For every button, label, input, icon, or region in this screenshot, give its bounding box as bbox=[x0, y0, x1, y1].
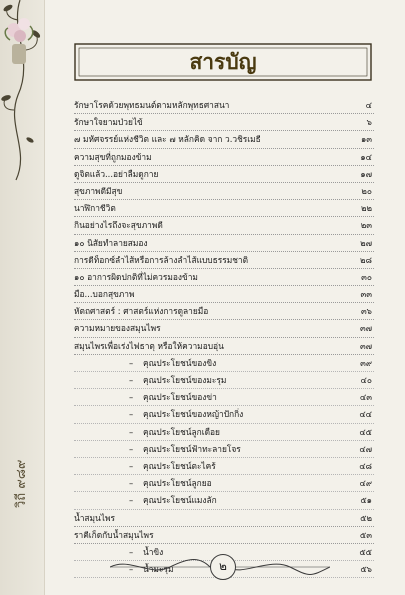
toc-entry-page: ๓๗ bbox=[359, 323, 372, 334]
toc-entry-page: ๕๓ bbox=[359, 529, 372, 540]
toc-entry-title: คุณประโยชน์ลูกเดือย bbox=[143, 426, 220, 437]
toc-entry-title: คุณประโยชน์ฟ้าทะลายโจร bbox=[143, 443, 241, 454]
toc-entry[interactable] bbox=[74, 475, 374, 492]
toc-entry-title: การดีท็อกซ์ลำไส้หรือการล้างลำไส้แบบธรรมชาติ bbox=[74, 254, 249, 265]
toc-entry[interactable] bbox=[74, 406, 374, 423]
toc-entry-page: ๒๐ bbox=[361, 185, 372, 196]
toc-entry[interactable] bbox=[74, 149, 374, 166]
toc-entry[interactable] bbox=[74, 286, 374, 303]
toc-entry[interactable] bbox=[74, 424, 374, 441]
bullet-dash-icon: – bbox=[129, 460, 134, 471]
toc-entry-page: ๔๔ bbox=[359, 409, 372, 420]
toc-entry-title: คุณประโยชน์ลูกยอ bbox=[143, 478, 212, 489]
toc-entry-page: ๔๓ bbox=[359, 392, 372, 403]
toc-entry-title: มือ...บอกสุขภาพ bbox=[74, 289, 135, 300]
toc-entry-title: ความสุขที่ถูกมองข้าม bbox=[74, 151, 152, 162]
toc-entry[interactable] bbox=[74, 269, 374, 286]
toc-entry[interactable] bbox=[74, 355, 374, 372]
side-book-title: วิถี ๙๘๙ bbox=[14, 459, 29, 508]
toc-entry-title: คุณประโยชน์ของข่า bbox=[143, 392, 217, 403]
toc-entry-title: รักษาใจยามป่วยไข้ bbox=[74, 117, 143, 128]
toc-entry-page: ๔๗ bbox=[359, 443, 372, 454]
toc-entry-page: ๕๕ bbox=[359, 546, 372, 557]
toc-entry[interactable] bbox=[74, 441, 374, 458]
toc-entry[interactable] bbox=[74, 527, 374, 544]
toc-entry-title: คุณประโยชน์ตะไคร้ bbox=[143, 460, 216, 471]
toc-entry-title: น้ำมะรุม bbox=[143, 564, 174, 575]
toc-entry-page: ๒๗ bbox=[360, 237, 372, 248]
toc-entry-title: กินอย่างไรถึงจะสุขภาพดี bbox=[74, 220, 163, 231]
toc-entry-title: ๗ มหัศจรรย์แห่งชีวิต และ ๗ หลักคิด จาก ว.วชิรเมธี bbox=[74, 134, 261, 145]
toc-entry[interactable] bbox=[74, 200, 374, 217]
toc-entry-title: รักษาโรคด้วยพุทธมนต์ตามหลักพุทธศาสนา bbox=[74, 100, 230, 110]
bullet-dash-icon: – bbox=[129, 443, 134, 454]
toc-entry[interactable] bbox=[74, 217, 374, 234]
toc-entry[interactable] bbox=[74, 372, 374, 389]
toc-entry[interactable] bbox=[74, 235, 374, 252]
bullet-dash-icon: – bbox=[129, 495, 134, 506]
toc-entry-page: ๕๑ bbox=[360, 495, 372, 506]
toc-entry-title: ๑๐ อาการผิดปกติที่ไม่ควรมองข้าม bbox=[74, 271, 198, 282]
toc-entry[interactable] bbox=[74, 97, 374, 114]
toc-entry-page: ๑๗ bbox=[360, 168, 372, 179]
toc-entry[interactable] bbox=[74, 131, 374, 148]
toc-entry[interactable] bbox=[74, 338, 374, 355]
page-title: สารบัญ bbox=[189, 49, 257, 74]
title-frame bbox=[73, 42, 373, 82]
toc-entry-title: ดูจิตแล้ว...อย่าลืมดูกาย bbox=[74, 168, 159, 179]
toc-entry-title: สุขภาพดีมีสุข bbox=[74, 185, 123, 196]
toc-entry[interactable] bbox=[74, 166, 374, 183]
toc-entry[interactable] bbox=[74, 510, 374, 527]
toc-entry-title: น้ำขิง bbox=[143, 546, 164, 557]
toc-entry[interactable] bbox=[74, 114, 374, 131]
toc-entry[interactable] bbox=[74, 458, 374, 475]
toc-entry-page: ๕๒ bbox=[360, 512, 372, 523]
flower-vase-icon bbox=[0, 0, 38, 70]
toc-entry-title: คุณประโยชน์ของหญ้าปักกิ่ง bbox=[143, 409, 244, 420]
page-number: ๒ bbox=[210, 554, 236, 580]
toc-entry-page: ๔๙ bbox=[359, 478, 372, 489]
table-of-contents bbox=[74, 97, 374, 578]
bullet-dash-icon: – bbox=[129, 478, 134, 489]
toc-entry-page: ๔๘ bbox=[359, 460, 372, 471]
bullet-dash-icon: – bbox=[129, 375, 134, 385]
bullet-dash-icon: – bbox=[129, 392, 134, 403]
toc-entry[interactable] bbox=[74, 320, 374, 337]
bullet-dash-icon: – bbox=[129, 357, 134, 368]
bullet-dash-icon: – bbox=[129, 409, 134, 420]
toc-entry-page: ๔๐ bbox=[360, 375, 372, 385]
toc-entry-title: ๑๐ นิสัยทำลายสมอง bbox=[74, 237, 148, 248]
toc-entry-title: น้ำสมุนไพร bbox=[74, 512, 116, 523]
toc-entry-page: ๓๖ bbox=[360, 306, 372, 317]
toc-entry[interactable] bbox=[74, 252, 374, 269]
toc-entry-title: คุณประโยชน์ของมะรุม bbox=[143, 375, 227, 385]
toc-entry-title: นาฬิกาชีวิต bbox=[74, 203, 116, 214]
toc-entry-page: ๒๓ bbox=[360, 220, 372, 231]
decorative-sidebar bbox=[0, 0, 45, 595]
toc-entry-title: หัตถศาสตร์ : ศาสตร์แห่งการดูลายมือ bbox=[74, 306, 209, 317]
bullet-dash-icon: – bbox=[129, 546, 134, 557]
toc-entry-page: ๒๒ bbox=[360, 203, 372, 214]
toc-entry-page: ๒๘ bbox=[360, 254, 372, 265]
toc-entry-page: ๑๓ bbox=[360, 134, 372, 145]
toc-entry-page: ๑๔ bbox=[360, 151, 372, 162]
toc-entry-title: สมุนไพรเพื่อเร่งไฟธาตุ หรือให้ความอบอุ่น bbox=[74, 340, 224, 351]
toc-entry[interactable] bbox=[74, 303, 374, 320]
toc-entry[interactable] bbox=[74, 183, 374, 200]
toc-entry-page: ๓๙ bbox=[360, 357, 372, 368]
toc-entry-page: ๔๕ bbox=[359, 426, 372, 437]
toc-entry-page: ๔ bbox=[365, 100, 372, 110]
toc-entry[interactable] bbox=[74, 492, 374, 509]
toc-entry-page: ๓๐ bbox=[361, 271, 372, 282]
toc-entry-title: ราคีเก็ดกับน้ำสมุนไพร bbox=[74, 529, 154, 540]
toc-entry-title: คุณประโยชน์ของขิง bbox=[143, 357, 217, 368]
bullet-dash-icon: – bbox=[129, 426, 134, 437]
toc-entry-page: ๕๖ bbox=[360, 564, 372, 575]
toc-entry-title: คุณประโยชน์แมงลัก bbox=[143, 495, 217, 506]
toc-entry-page: ๖ bbox=[366, 117, 372, 128]
toc-entry-page: ๓๗ bbox=[359, 340, 372, 351]
toc-entry[interactable] bbox=[74, 389, 374, 406]
bullet-dash-icon: – bbox=[129, 564, 134, 575]
toc-entry-title: ความหมายของสมุนไพร bbox=[74, 323, 161, 334]
toc-entry-page: ๓๓ bbox=[360, 289, 372, 300]
